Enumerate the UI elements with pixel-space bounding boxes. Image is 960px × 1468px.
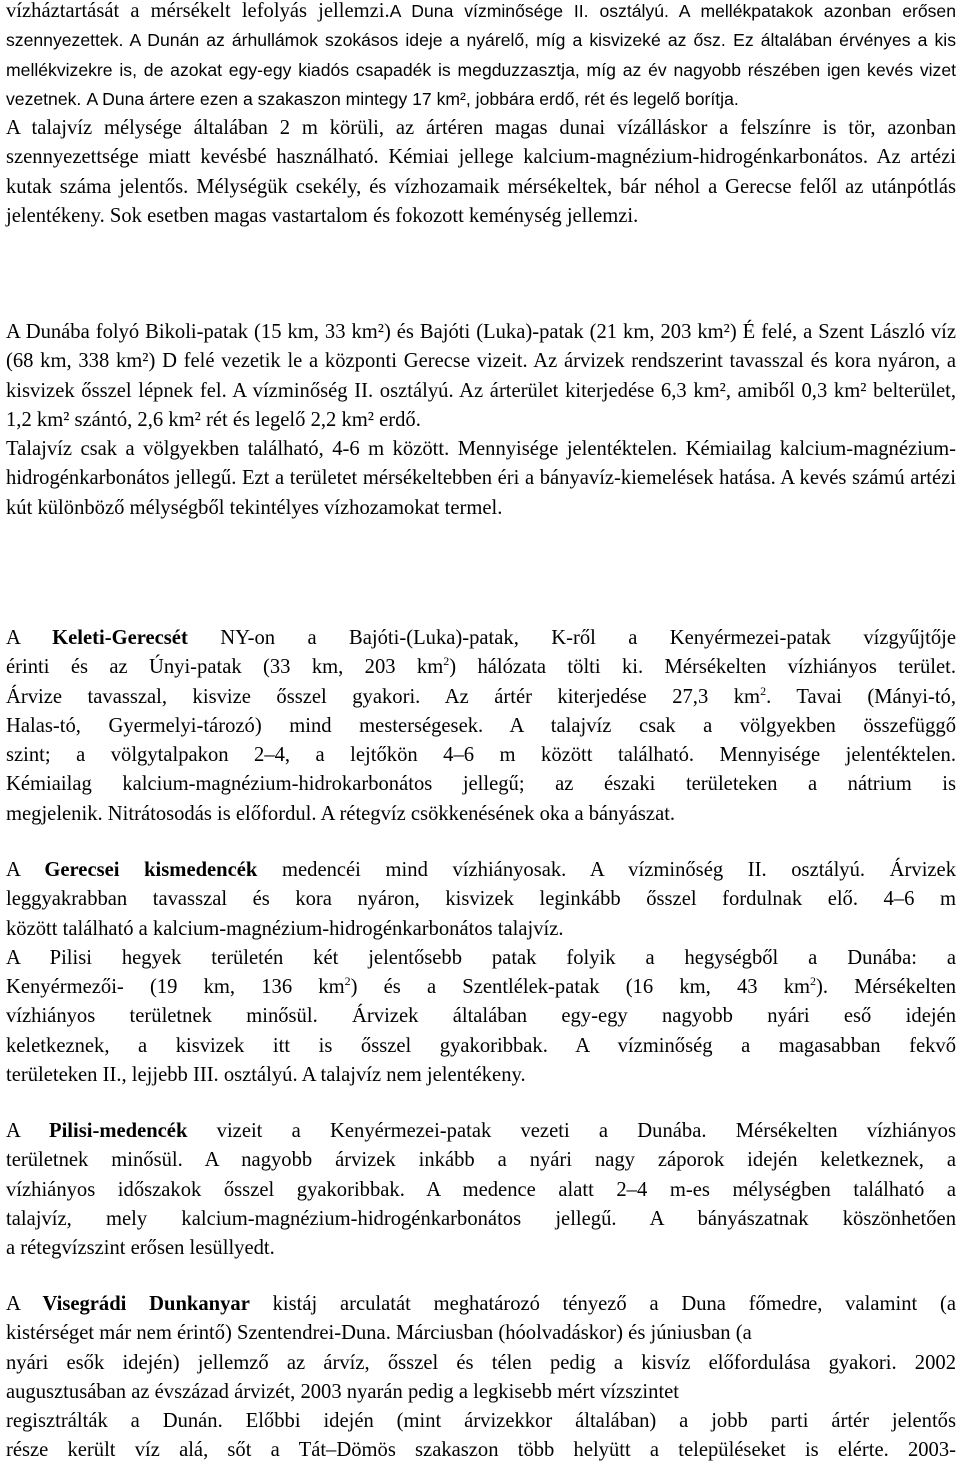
paragraph-1 [6,0,956,231]
term-visegradi-dunkanyar: Visegrádi Dunkanyar [42,1293,250,1315]
p4-line-8: területeken II., lejjebb III. osztályú. A talajvíz nem jelentékeny. [6,1064,526,1087]
p3-line-4: Halas-tó, Gyermelyi-tározó) mind mesterségesek. A talajvíz csak a völgyekben összefüggő [6,714,956,737]
p4-line-3: között található a kalcium-magnézium-hidrogénkarbonátos talajvíz. [6,917,564,940]
paragraph-2 [6,318,956,523]
p1-sentence-5: A talajvíz mélysége általában 2 m körüli, az ártéren magas dunai vízálláskor a felszínre is tör, azonban szennyezettsége miatt kevésbé használható. Kémiai jellege kalcium-magnézium-hidrogénkarbonátos. Az artézi kutak száma jelentős. Mélységük csekély, és vízhozamaik mérsékeltek, bár néhol a Gerecse felől az utánpótlás jelentékeny. Sok esetben magas vastartalom és fokozott keménység jellemzi. [6,117,956,228]
paragraph-3 [6,624,956,829]
p4-line-5: Kenyérmezői- (19 km, 136 $km^2$) és a Szentlélek-patak (16 km, 43 $km^2$). Mérsékelten [6,974,957,999]
p6-line-3: nyári esők idején) jellemző az árvíz, ősszel és télen pedig a kisvíz előfordulása gyakori. 2002 [6,1351,956,1374]
p6-line-4: augusztusában az évszázad árvizét, 2003 nyarán pedig a legkisebb mért vízszintet [6,1380,680,1403]
p4-line-1: A Gerecsei kismedencék medencéi mind vízhiányosak. A vízminőség II. osztályú. Árvizek [6,859,956,881]
p5-line-2: területnek minősül. A nagyobb árvizek inkább a nyári nagy záporok idején keletkeznek, a [6,1149,956,1172]
p2-text-1: A Dunába folyó Bikoli-patak (15 km, 33 km²) és Bajóti (Luka)-patak (21 km, 203 km²) É felé, a Szent László víz (68 km, 338 km²) D felé vezetik le a központi Gerecse vizeit. Az árvizek rendszerint tavasszal és kora nyáron, a kisvizek ősszel lépnek fel. A vízminőség II. osztályú. Az árterület kiterjedése 6,3 km², amiből 0,3 km² belterület, 1,2 km² szántó, 2,6 km² rét és legelő 2,2 km² erdő. [6,321,956,431]
p5-line-3: vízhiányos időszakok ősszel gyakoribbak. A medence alatt 2–4 m-es mélységben található a [6,1178,956,1201]
p6-line-1: A Visegrádi Dunkanyar kistáj arculatát meghatározó tényező a Duna főmedre, valamint (a [6,1293,956,1315]
p4-line-7: keletkeznek, a kisvizek itt is ősszel gyakoribbak. A vízminőség a magasabban fekvő [6,1034,956,1057]
p1-sentence-4: A Duna ártere ezen a szakaszon mintegy 17 km², jobbára erdő, rét és legelő borítja. [86,88,739,109]
p2-text-2: Talajvíz csak a völgyekben található, 4-6 m között. Mennyisége jelentéktelen. Kémiailag kalcium-magnézium-hidrogénkarbonátos jellegű. Ezt a területet mérsékeltebben éri a bányavíz-kiemelések hatása. A kevés számú artézi kút különböző mélységből tekintélyes vízhozamokat termel. [6,438,956,519]
term-gerecsei-kismedencek: Gerecsei kismedencék [44,859,258,881]
paragraph-4 [6,856,956,1090]
term-pilisi-medencek: Pilisi-medencék [48,1120,188,1142]
p3-line-1: A Keleti-Gerecsét NY-on a Bajóti-(Luka)-patak, K-ről a Kenyérmezei-patak vízgyűjtője [6,627,956,649]
p4-line-4: A Pilisi hegyek területén két jelentősebb patak folyik a hegységből a Dunába: a [6,946,956,969]
p3-line-5: szint; a völgytalpakon 2–4, a lejtőkön 4–6 m között található. Mennyisége jelentéktelen. [6,744,956,767]
p3-line-6: Kémiailag kalcium-magnézium-hidrokarbonátos jellegű; az északi területeken a nátrium is [6,773,956,796]
p3-line-7: megjelenik. Nitrátosodás is előfordul. A rétegvíz csökkenésének oka a bányászat. [6,802,676,825]
p4-line-6: vízhiányos területnek minősül. Árvizek általában egy-egy nagyobb nyári eső idején [6,1005,956,1028]
p4-line-2: leggyakrabban tavasszal és kora nyáron, kisvizek leginkább ősszel fordulnak elő. 4–6 m [6,888,956,911]
p1-sentence-1: vízháztartását a mérsékelt lefolyás jellemzi. [6,0,390,22]
p6-line-2: kistérséget már nem érintő) Szentendrei-Duna. Márciusban (hóolvadáskor) és júniusban (a [6,1322,752,1345]
p5-line-5: a rétegvízszint erősen lesüllyedt. [6,1237,275,1260]
p1-sentence-3: Ez általában érvényes a kis mellékvizekre is, de azokat egy-egy kiadós csapadék is megduzzasztja, míg az év nagyobb részében igen kevés vizet vezetnek. [6,30,956,109]
paragraph-6 [6,1290,956,1466]
p3-line-3: Árvize tavasszal, kisvize ősszel gyakori. Az ártér kiterjedése 27,3 $km^2$. Tavai (Mányi-tó, [6,683,956,708]
paragraph-5 [6,1117,956,1263]
p6-line-5: regisztrálták a Dunán. Előbbi idején (mint árvizekkor általában) a jobb parti ártér jelentős [6,1410,956,1433]
p6-line-6: része került víz alá, sőt a Tát–Dömös szakaszon több helyütt a településeket is elérte. 2003- [6,1439,956,1462]
term-keleti-gerecse: Keleti-Gerecsét [52,627,188,649]
p5-line-4: talajvíz, mely kalcium-magnézium-hidrogénkarbonátos jellegű. A bányászatnak köszönhetően [6,1207,956,1230]
p3-line-2: érinti és az Únyi-patak (33 km, 203 $km^2$) hálózata tölti ki. Mérsékelten vízhiányos terület. [6,654,956,679]
p5-line-1: A Pilisi-medencék vizeit a Kenyérmezei-patak vezeti a Dunába. Mérsékelten vízhiányos [6,1120,956,1142]
p1-sentence-2: A Duna vízminősége II. osztályú. A mellékpatakok azonban erősen szennyezettek. A Dunán az árhullámok szokásos ideje a nyárelő, míg a kisvizeké az ősz. [6,1,956,51]
